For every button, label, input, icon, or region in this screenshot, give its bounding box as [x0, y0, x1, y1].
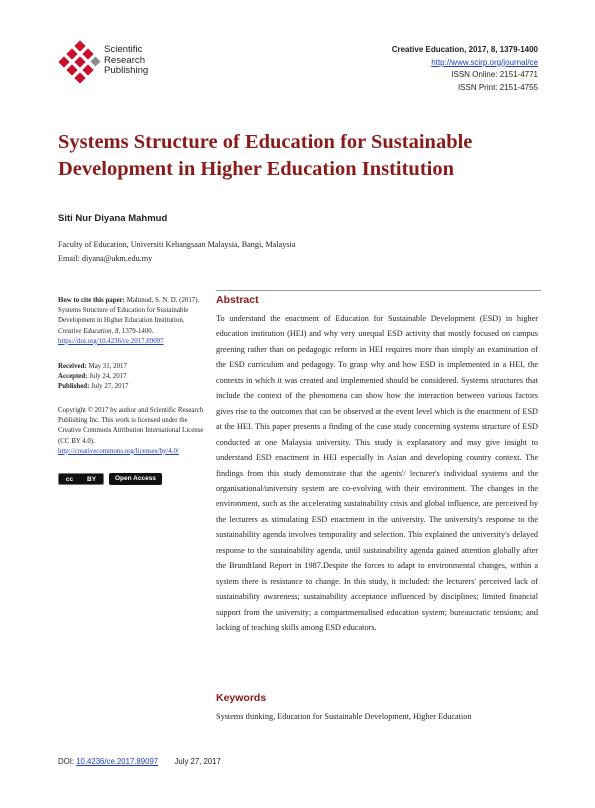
- publisher-line: Publishing: [104, 65, 149, 77]
- journal-url-link[interactable]: http://www.scirp.org/journal/ce: [431, 57, 538, 67]
- article-dates: [58, 362, 204, 393]
- cite-label: How to cite this paper:: [58, 297, 125, 304]
- publisher-name: [104, 45, 148, 77]
- abstract-text: To understand the enactment of Education for Sustainable Development (ESD) in higher education institution (HEI) and why very unequal ESD activity that mostly focused on campus greening rather than on pedagogic reform in HEI requires more than simply an examination of the ESD curriculum and pedagogy. To grasp why and how ESD is implemented in a HEI, the contexts in which it was created and implemented should be considered. Systems structures that include the context of the phenomena can show how the interaction between various factors gives rise to the outcomes that can be observed at the event level which is the enactment of ESD at the HEI. This paper presents a finding of the case study concerning systems structure of ESD conducted at one Malaysia university. This study is explanatory and may give insight to understand ESD enactment in HEI especially in Asian and developing country context. The findings from this study demonstrate that the agents'/ lecturer's individual systems and the organisational/university system are co-evolving with their environment. The changes in the environment, such as the accelerating sustainability crisis and global influence, are perceived by the lecturers as stimulating ESD enactment in the university. The university's response to the sustainability agenda involves temporality and selection. This explained the university's delayed response to the sustainability agenda, until sustainability agenda gained attention globally after the Brundtland Report in 1987.Despite the forces to adapt to environmental changes, within a system there is resistance to change. In this study, it included: the lecturers' perceived lack of sustainability awareness; sustainability acceptance influenced by disciplines; limited financial support from the university; a compartmentalised education system; bureaucratic tensions; and lacking of teaching skills among ESD educators.: [216, 314, 538, 633]
- doi-label: DOI:: [58, 757, 75, 766]
- published-label: Published:: [58, 383, 90, 391]
- abstract-divider: [216, 290, 541, 291]
- author-email: Email: diyana@ukm.edu.my: [58, 254, 153, 263]
- keywords-heading: Keywords: [216, 692, 267, 704]
- affiliation: Faculty of Education, Universiti Kebangsaan Malaysia, Bangi, Malaysia: [58, 240, 296, 249]
- footer-date: July 27, 2017: [174, 757, 221, 766]
- journal-citation-line: Creative Education, 2017, 8, 1379-1400: [391, 45, 538, 54]
- received-label: Received:: [58, 363, 87, 370]
- publisher-line: Research: [104, 54, 146, 66]
- cite-journal: Creative Education, 8,: [58, 327, 121, 335]
- accepted-label: Accepted:: [58, 373, 88, 381]
- cite-pages: 1379-1400.: [121, 327, 154, 335]
- how-to-cite: [58, 296, 204, 347]
- cc-by-badge[interactable]: [58, 473, 104, 485]
- issn-online: ISSN Online: 2151-4771: [451, 70, 538, 79]
- received-date: May 31, 2017: [88, 363, 127, 370]
- scirp-logo: [58, 40, 103, 85]
- license-link[interactable]: http://creativecommons.org/licenses/by/4.0/: [58, 447, 179, 455]
- cc-icon: cc: [65, 475, 74, 483]
- page-footer: [58, 757, 221, 766]
- copyright-text: Copyright © 2017 by author and Scientific Research Publishing Inc. This work is licensed under the Creative Commons Attribution International License (CC BY 4.0).: [58, 407, 204, 445]
- abstract-heading: Abstract: [216, 294, 259, 306]
- copyright-notice: [58, 406, 204, 457]
- footer-doi-link[interactable]: 10.4236/ce.2017.89097: [76, 757, 159, 766]
- cite-doi-link[interactable]: https://doi.org/10.4236/ce.2017.89097: [58, 337, 164, 345]
- open-access-badge: Open Access: [109, 473, 162, 485]
- issn-print: ISSN Print: 2151-4755: [457, 82, 538, 92]
- affiliation-block: [58, 238, 295, 266]
- cite-text: Mahmud, S. N. D. (2017). Systems Structure of Education for Sustainable Development in Higher Education Institution.: [58, 297, 200, 325]
- accepted-date: July 24, 2017: [89, 373, 127, 381]
- published-date: July 27, 2017: [91, 383, 129, 391]
- journal-info: [392, 44, 538, 94]
- keywords-text: Systems thinking, Education for Sustainable Development, Higher Education: [216, 712, 472, 721]
- author-name: Siti Nur Diyana Mahmud: [58, 213, 168, 224]
- by-icon: BY: [87, 475, 97, 483]
- publisher-line: Scientific: [104, 44, 143, 55]
- license-badges: [58, 473, 162, 485]
- article-title: Systems Structure of Education for Sustainable Development in Higher Education Institution: [58, 131, 473, 180]
